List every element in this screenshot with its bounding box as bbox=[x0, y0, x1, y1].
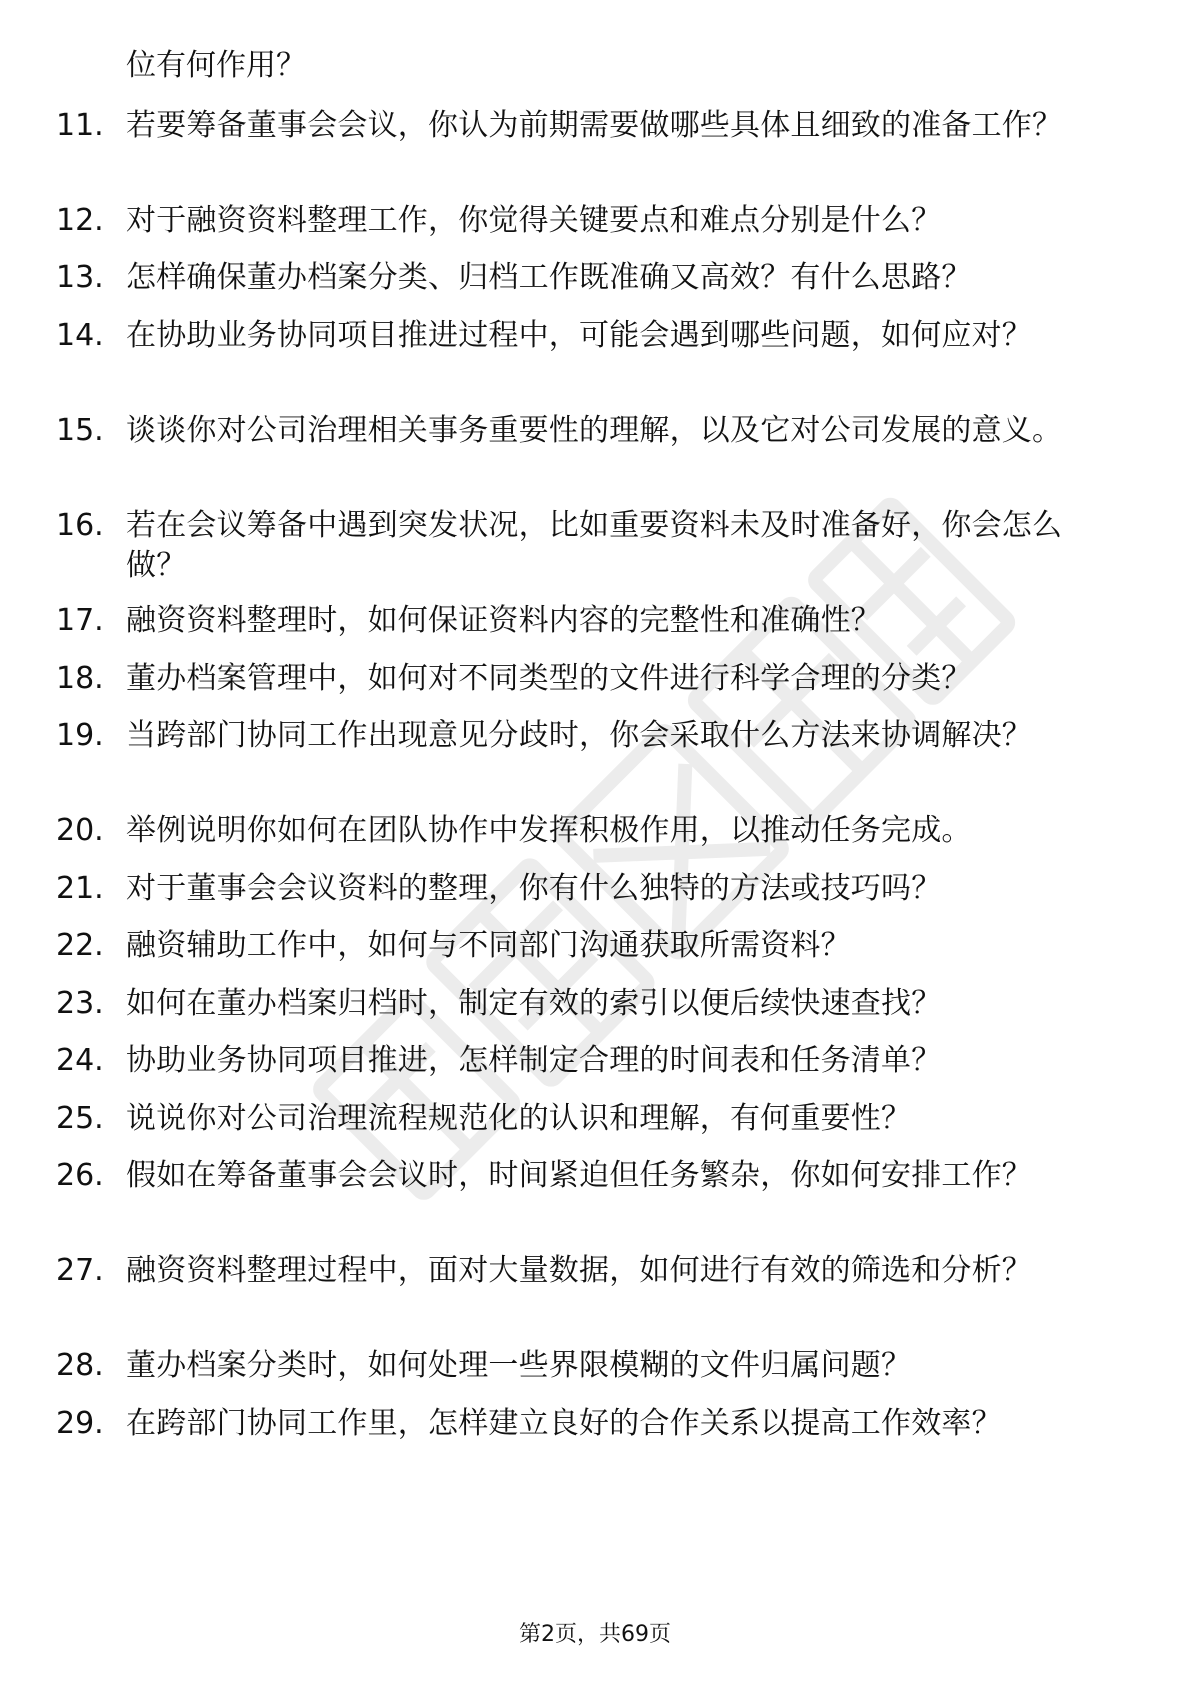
question-number: 12. bbox=[56, 203, 104, 238]
question-number: 16. bbox=[56, 508, 104, 543]
question-number: 29. bbox=[56, 1406, 104, 1441]
question-text: 董办档案分类时，如何处理一些界限模糊的文件归属问题？ bbox=[126, 1348, 912, 1383]
question-number: 23. bbox=[56, 986, 104, 1021]
question-number: 13. bbox=[56, 260, 104, 295]
question-number: 25. bbox=[56, 1101, 104, 1136]
question-text: 假如在筹备董事会会议时，时间紧迫但任务繁杂，你如何安排工作？ bbox=[126, 1158, 1032, 1193]
question-text: 如何在董办档案归档时，制定有效的索引以便后续快速查找？ bbox=[126, 986, 942, 1021]
question-text: 怎样确保董办档案分类、归档工作既准确又高效？有什么思路？ bbox=[126, 260, 972, 295]
question-text: 若要筹备董事会会议，你认为前期需要做哪些具体且细致的准备工作？ bbox=[126, 108, 1063, 143]
question-text: 在协助业务协同项目推进过程中，可能会遇到哪些问题，如何应对？ bbox=[126, 318, 1032, 353]
question-number: 20. bbox=[56, 813, 104, 848]
question-number: 22. bbox=[56, 928, 104, 963]
question-text: 在跨部门协同工作里，怎样建立良好的合作关系以提高工作效率？ bbox=[126, 1406, 1002, 1441]
question-number: 19. bbox=[56, 718, 104, 753]
question-text: 融资辅助工作中，如何与不同部门沟通获取所需资料？ bbox=[126, 928, 851, 963]
question-text: 协助业务协同项目推进，怎样制定合理的时间表和任务清单？ bbox=[126, 1043, 942, 1078]
question-number: 15. bbox=[56, 413, 104, 448]
question-number: 21. bbox=[56, 871, 104, 906]
question-text: 对于董事会会议资料的整理，你有什么独特的方法或技巧吗？ bbox=[126, 871, 942, 906]
question-text: 举例说明你如何在团队协作中发挥积极作用，以推动任务完成。 bbox=[126, 813, 972, 848]
question-number: 11. bbox=[56, 108, 104, 143]
continuation-line: 位有何作用？ bbox=[126, 48, 306, 83]
question-number: 14. bbox=[56, 318, 104, 353]
question-number: 17. bbox=[56, 603, 104, 638]
question-text: 若在会议筹备中遇到突发状况，比如重要资料未及时准备好，你会怎么做？ bbox=[126, 508, 1063, 583]
question-number: 28. bbox=[56, 1348, 104, 1383]
question-text: 谈谈你对公司治理相关事务重要性的理解，以及它对公司发展的意义。 bbox=[126, 413, 1063, 448]
question-number: 26. bbox=[56, 1158, 104, 1193]
question-number: 27. bbox=[56, 1253, 104, 1288]
question-number: 24. bbox=[56, 1043, 104, 1078]
question-text: 融资资料整理时，如何保证资料内容的完整性和准确性？ bbox=[126, 603, 881, 638]
question-text: 当跨部门协同工作出现意见分歧时，你会采取什么方法来协调解决？ bbox=[126, 718, 1032, 753]
page-footer: 第2页，共69页 bbox=[519, 1622, 671, 1647]
question-text: 董办档案管理中，如何对不同类型的文件进行科学合理的分类？ bbox=[126, 661, 972, 696]
question-text: 说说你对公司治理流程规范化的认识和理解，有何重要性？ bbox=[126, 1101, 912, 1136]
question-text: 融资资料整理过程中，面对大量数据，如何进行有效的筛选和分析？ bbox=[126, 1253, 1032, 1288]
question-text: 对于融资资料整理工作，你觉得关键要点和难点分别是什么？ bbox=[126, 203, 942, 238]
question-number: 18. bbox=[56, 661, 104, 696]
